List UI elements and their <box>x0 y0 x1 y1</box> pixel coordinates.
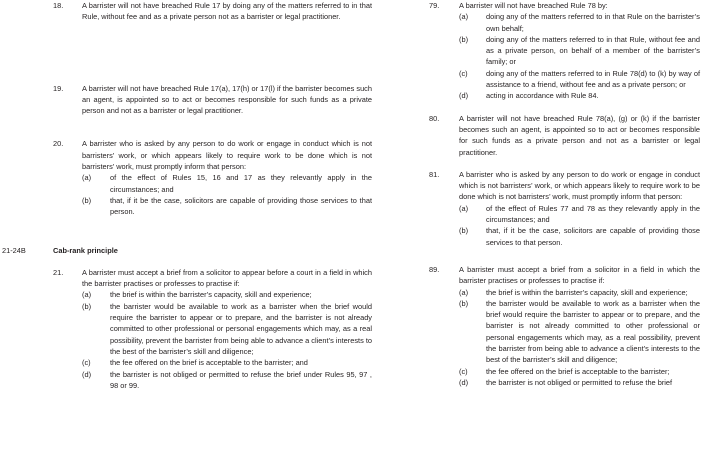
clause-81-subitem-b-text: that, if it be the case, solicitors are capable of providing those services to that person. <box>486 226 700 247</box>
clause-19 <box>0 83 376 117</box>
clause-21-subitem-c-marker: (c) <box>82 358 91 368</box>
clause-21-subitem-b-text: the barrister would be available to work as a barrister when the brief would require the barrister to appear or to prepare, and the barrister is not already committed to other professional or personal engagements which may, as a real possibility, prevent the barrister from being able to advance a client’s interests to the best of the barrister’s skill and diligence; <box>110 301 372 356</box>
clause-89-subitem-c-marker: (c) <box>459 366 468 376</box>
clause-20-subitem-a-text: of the effect of Rules 15, 16 and 17 as they relevantly apply in the circumstances; and <box>110 173 372 194</box>
clause-21-subitem-a-text: the brief is within the barrister’s capacity, skill and experience; <box>110 290 312 300</box>
spacer <box>400 102 720 113</box>
clause-21-subitem-d <box>0 369 376 392</box>
clause-21-text: A barrister must accept a brief from a solicitor to appear before a court in a field in which the barrister practises or professes to practise if: <box>82 267 372 289</box>
spacer <box>0 116 376 138</box>
clause-21 <box>0 267 376 391</box>
clause-21-subitem-b <box>0 301 376 357</box>
clause-89 <box>400 264 720 388</box>
clause-89-subitem-b-text: the barrister would be available to work as a barrister when the brief would require the barrister to appear or to prepare, and the barrister is not already committed to other professional or personal engagements which may, as a real possibility, prevent the barrister from being able to advance a client’s interests to the best of the barrister’s skill and diligence; <box>486 298 700 365</box>
clause-21-subitem-a <box>0 289 376 300</box>
spacer <box>0 218 376 240</box>
clause-89-number: 89. <box>429 264 440 274</box>
clause-81-text: A barrister who is asked by any person to do work or engage in conduct which is not barristers’ work, or which appears likely to require work to be done which is not barristers’ work, must promptly inform that person: <box>459 169 700 202</box>
clause-81 <box>400 169 720 248</box>
clause-81-subitem-a-marker: (a) <box>459 203 469 213</box>
clause-21-subitem-a-marker: (a) <box>82 290 92 300</box>
clause-79-subitem-a-marker: (a) <box>459 12 469 22</box>
clause-20-subitem-b-marker: (b) <box>82 195 92 205</box>
clause-21-number: 21. <box>53 267 64 277</box>
clause-89-subitem-c <box>400 366 720 377</box>
clause-81-subitem-a-text: of the effect of Rules 77 and 78 as they relevantly apply in the circumstances; and <box>486 203 700 225</box>
clause-89-subitem-b <box>400 298 720 366</box>
clause-89-subitem-a-text: the brief is within the barrister’s capacity, skill and experience; <box>486 287 688 297</box>
clause-79-subitem-b-text: doing any of the matters referred to in that Rule, without fee and as a private person, on behalf of a member of the barrister’s family; or <box>486 34 700 67</box>
clause-79 <box>400 0 720 102</box>
clause-79-subitem-d-text: acting in accordance with Rule 84. <box>486 91 599 101</box>
left-column <box>0 0 376 391</box>
clause-89-subitem-c-text: the fee offered on the brief is acceptable to the barrister; <box>486 366 670 376</box>
clause-18-text: A barrister will not have breached Rule 17 by doing any of the matters referred to in that Rule, without fee and as a private person not as a barrister or legal practitioner. <box>82 1 372 22</box>
spacer <box>0 45 376 67</box>
clause-89-subitem-d-marker: (d) <box>459 377 469 387</box>
clause-20-number: 20. <box>53 139 64 149</box>
clause-81-subitem-a <box>400 203 720 226</box>
section-heading-title: Cab-rank principle <box>53 245 118 255</box>
clause-20-subitem-b <box>0 195 376 218</box>
clause-79-subitem-d <box>400 90 720 101</box>
clause-20-subitem-a <box>0 172 376 195</box>
spacer <box>400 248 720 264</box>
clause-80-text: A barrister will not have breached Rule 78(a), (g) or (k) if the barrister becomes such an agent, is appointed so to act or becomes responsible for such funds as a private person and not as a barrister or legal practitioner. <box>459 113 700 157</box>
clause-79-subitem-c-text: doing any of the matters referred to in Rule 78(d) to (k) by way of assistance to a friend, without fee and as a private person; or <box>486 68 700 90</box>
clause-21-subitem-c <box>0 357 376 368</box>
clause-80-number: 80. <box>429 113 440 123</box>
clause-21-subitem-c-text: the fee offered on the brief is acceptable to the barrister; and <box>110 358 308 368</box>
clause-79-subitem-b <box>400 34 720 68</box>
clause-18 <box>0 0 376 23</box>
clause-20-text: A barrister who is asked by any person to do work or engage in conduct which is not barristers’ work, or which appears likely to require work to be done which is not barristers’ work, must promptly inform that person: <box>82 139 372 172</box>
clause-81-number: 81. <box>429 169 440 179</box>
section-heading <box>0 245 376 256</box>
clause-89-text: A barrister must accept a brief from a solicitor in a field in which the barrister practises or professes to practise if: <box>459 264 700 286</box>
clause-80 <box>400 113 720 158</box>
clause-21-subitem-d-marker: (d) <box>82 369 92 379</box>
clause-89-subitem-a-marker: (a) <box>459 287 469 297</box>
clause-89-subitem-d-text: the barrister is not obliged or permitted to refuse the brief <box>486 377 673 387</box>
clause-19-text: A barrister will not have breached Rule 17(a), 17(h) or 17(l) if the barrister becomes such an agent, is appointed so to act or becomes responsible for such funds as a private person and not as a barrister or legal practitioner. <box>82 83 372 116</box>
clause-79-subitem-c-marker: (c) <box>459 68 468 78</box>
spacer <box>0 23 376 45</box>
clause-79-subitem-b-marker: (b) <box>459 34 469 44</box>
clause-19-number: 19. <box>53 83 64 93</box>
clause-89-subitem-b-marker: (b) <box>459 298 469 308</box>
clause-81-subitem-b-marker: (b) <box>459 226 469 236</box>
clause-21-subitem-b-marker: (b) <box>82 301 92 311</box>
clause-89-subitem-d <box>400 377 720 388</box>
spacer <box>0 67 376 83</box>
clause-20-subitem-b-text: that, if it be the case, solicitors are capable of providing those services to that person. <box>110 195 372 217</box>
clause-81-subitem-b <box>400 225 720 248</box>
clause-79-subitem-d-marker: (d) <box>459 91 469 101</box>
section-heading-number: 21-24B <box>2 245 26 255</box>
clause-21-subitem-d-text: the barrister is not obliged or permitted to refuse the brief under Rules 95, 97 , 98 or 99. <box>110 369 372 390</box>
clause-79-subitem-a <box>400 11 720 34</box>
clause-18-number: 18. <box>53 1 64 10</box>
clause-89-subitem-a <box>400 287 720 298</box>
right-column <box>400 0 720 388</box>
clause-79-number: 79. <box>429 1 440 10</box>
clause-20 <box>0 138 376 217</box>
spacer <box>0 256 376 267</box>
spacer <box>400 158 720 169</box>
clause-20-subitem-a-marker: (a) <box>82 173 92 183</box>
clause-79-text: A barrister will not have breached Rule 78 by: <box>459 1 608 10</box>
clause-79-subitem-c <box>400 68 720 91</box>
clause-79-subitem-a-text: doing any of the matters referred to in that Rule on the barrister’s own behalf; <box>486 12 700 33</box>
